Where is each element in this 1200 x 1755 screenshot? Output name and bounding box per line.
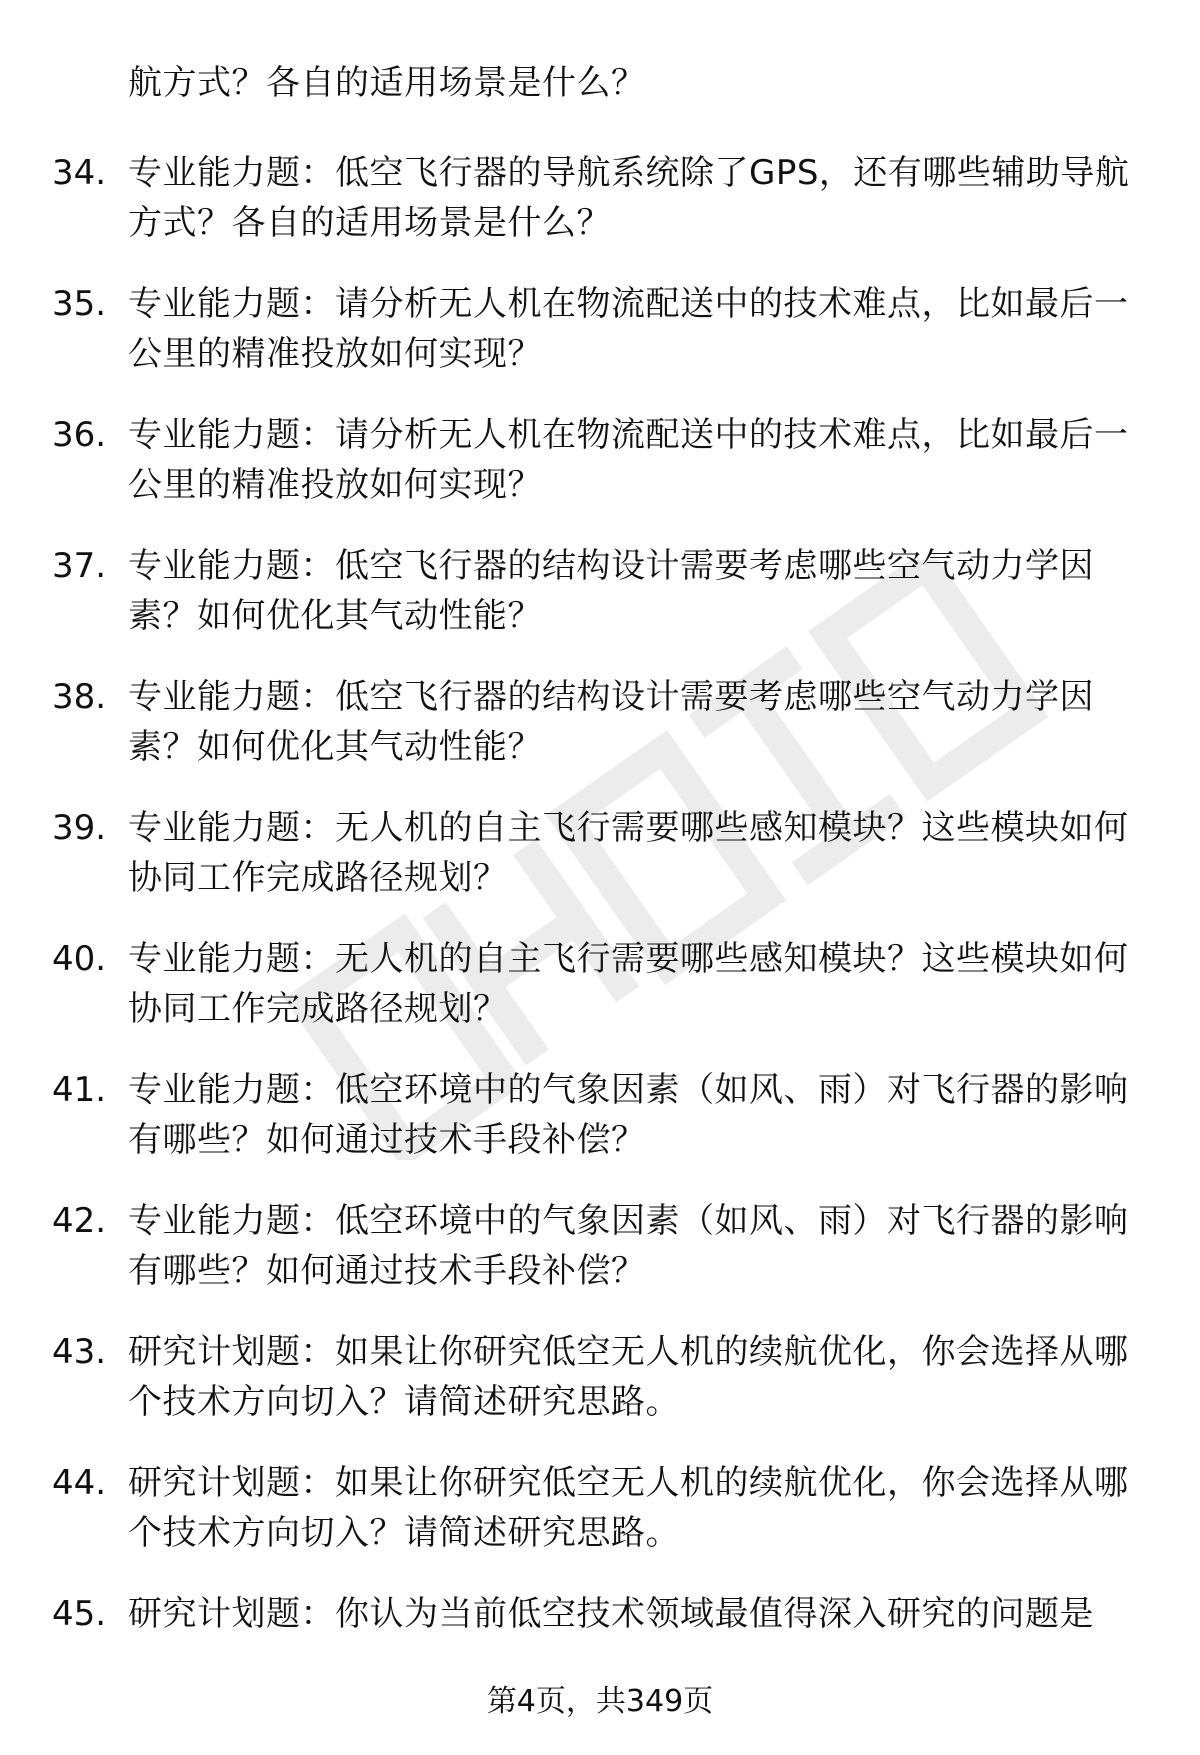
question-number: 42.: [52, 1201, 107, 1241]
question-number: 35.: [52, 284, 107, 324]
question-number: 43.: [52, 1332, 107, 1372]
continuation-text: 航方式？各自的适用场景是什么？: [128, 63, 646, 103]
question-text: 研究计划题：如果让你研究低空无人机的续航优化，你会选择从哪个技术方向切入？请简述研究思路。: [128, 1332, 1129, 1422]
question-text: 研究计划题：你认为当前低空技术领域最值得深入研究的问题是: [128, 1594, 1094, 1634]
question-number: 37.: [52, 546, 107, 586]
question-number: 38.: [52, 677, 107, 717]
question-text: 专业能力题：低空环境中的气象因素（如风、雨）对飞行器的影响有哪些？如何通过技术手段补偿？: [128, 1201, 1129, 1291]
question-text: 专业能力题：请分析无人机在物流配送中的技术难点，比如最后一公里的精准投放如何实现？: [128, 415, 1129, 505]
question-list: [0, 148, 1200, 1720]
list-item: [0, 1327, 1200, 1458]
question-text: 专业能力题：请分析无人机在物流配送中的技术难点，比如最后一公里的精准投放如何实现？: [128, 284, 1129, 374]
question-number: 39.: [52, 808, 107, 848]
question-text: 专业能力题：低空飞行器的结构设计需要考虑哪些空气动力学因素？如何优化其气动性能？: [128, 546, 1094, 636]
list-item: [0, 672, 1200, 803]
question-number: 41.: [52, 1070, 107, 1110]
page-footer: 第4页，共349页: [486, 1684, 714, 1719]
list-item: [0, 803, 1200, 934]
question-number: 44.: [52, 1463, 107, 1503]
list-item: [0, 1196, 1200, 1327]
question-text: 专业能力题：低空飞行器的结构设计需要考虑哪些空气动力学因素？如何优化其气动性能？: [128, 677, 1094, 767]
question-text: 专业能力题：低空环境中的气象因素（如风、雨）对飞行器的影响有哪些？如何通过技术手段补偿？: [128, 1070, 1129, 1160]
question-text: 专业能力题：无人机的自主飞行需要哪些感知模块？这些模块如何协同工作完成路径规划？: [128, 939, 1129, 1029]
list-item: [0, 148, 1200, 279]
question-number: 34.: [52, 153, 107, 193]
question-text: 专业能力题：无人机的自主飞行需要哪些感知模块？这些模块如何协同工作完成路径规划？: [128, 808, 1129, 898]
list-item: [0, 541, 1200, 672]
list-item: [0, 934, 1200, 1065]
question-number: 40.: [52, 939, 107, 979]
list-item: [0, 1065, 1200, 1196]
question-text: 研究计划题：如果让你研究低空无人机的续航优化，你会选择从哪个技术方向切入？请简述研究思路。: [128, 1463, 1129, 1553]
question-text: 专业能力题：低空飞行器的导航系统除了GPS，还有哪些辅助导航方式？各自的适用场景是什么？: [128, 153, 1130, 243]
list-item: [0, 279, 1200, 410]
list-item: [0, 410, 1200, 541]
question-number: 45.: [52, 1594, 107, 1634]
list-item: [0, 1458, 1200, 1589]
question-number: 36.: [52, 415, 107, 455]
